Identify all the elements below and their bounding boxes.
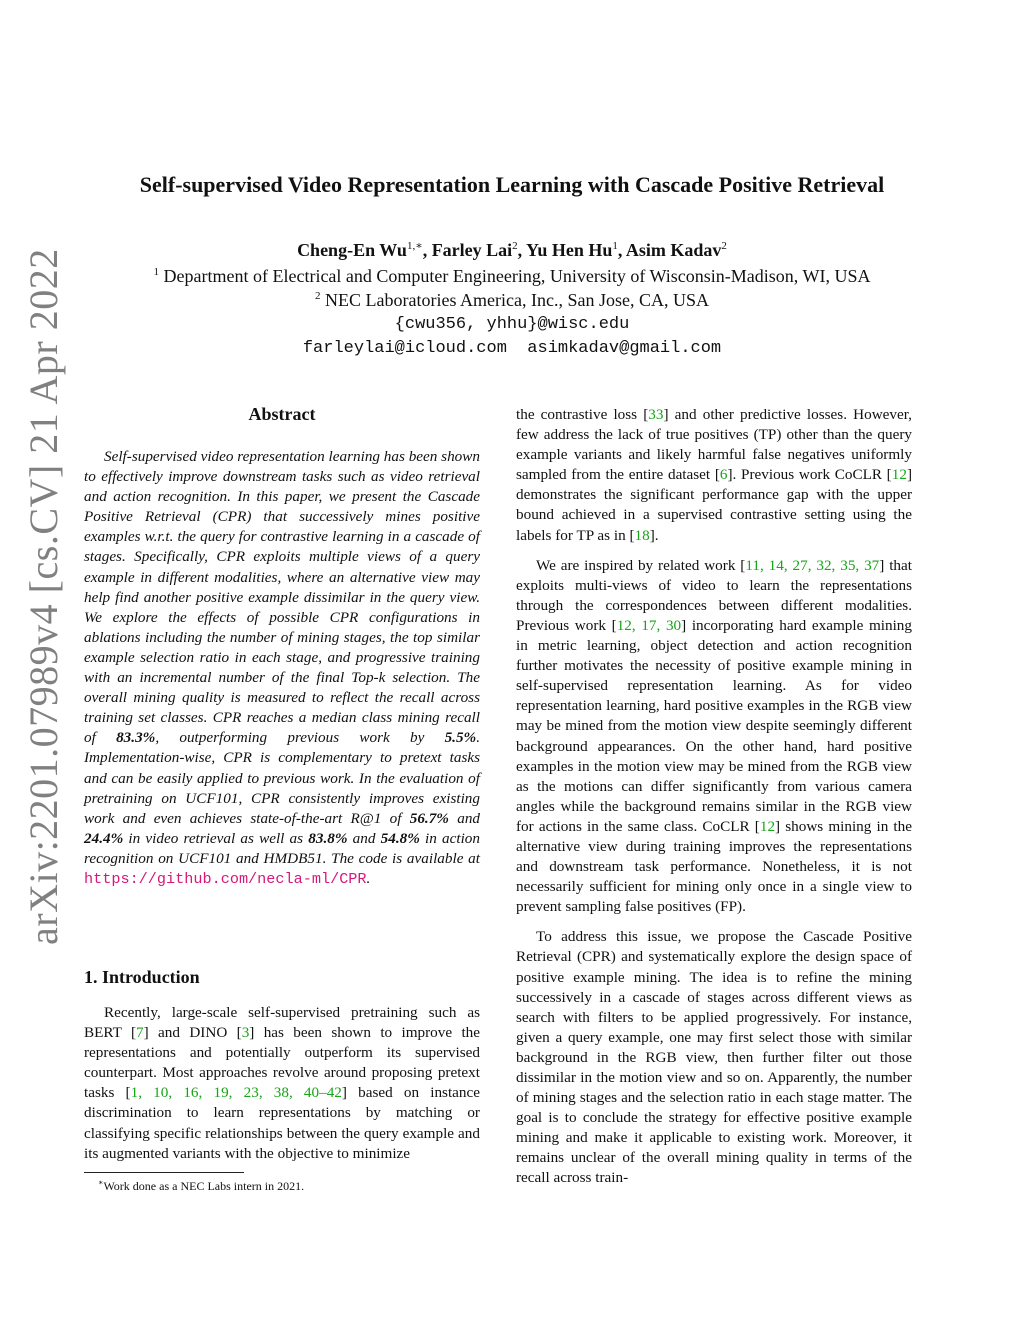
affiliation-sup: 1 <box>153 266 160 278</box>
author-sup: 2 <box>721 240 727 252</box>
affiliation-text: Department of Electrical and Computer Engineering, University of Wisconsin-Madison, WI, USA <box>163 266 871 286</box>
citation-link[interactable]: 12 <box>759 817 776 835</box>
citation-link[interactable]: 6 <box>719 466 728 484</box>
email-line-2: farleylai@icloud.com asimkadav@gmail.com <box>302 339 722 358</box>
citation-link[interactable]: 11, 14, 27, 32, 35, 37 <box>745 556 880 574</box>
citation-link[interactable]: 7 <box>136 1024 144 1042</box>
code-link[interactable]: https://github.com/necla-ml/CPR <box>84 869 367 888</box>
right-column-body: the contrastive loss [33] and other predictive losses. However, few address the lack of true positives (TP) other than the query example variants and likely harmful false negatives uniformly sampled from the entire dataset [6]. Previous work CoCLR [12] demonstrates the significant performance gap with the upper bound achieved in a supervised contrastive setting using the labels for TP as in [18]. We are inspired by related work [11, 14, 27, 32, 35, 37] that exploits multi-views of video to learn the representations through the correspondences between different modalities. Previous work [12, 17, 30] incorporating hard example mining in metric learning, object detection and action recognition further motivates the necessity of positive example mining in self-supervised representation learning. As for video representation learning, hard positive examples in the RGB view may be mined from the motion view despite seemingly different background appearances. On the other hand, hard positive examples in the motion view may be mined from the RGB view as the motions can differ significantly from various camera angles while the background remains similar in the RGB view for actions in the same class. CoCLR [12] shows mining in the alternative view during training improves the representations and downstream task performance. Nonetheless, it is not necessarily sufficient for mining only once in a single view to prevent sampling false positives (FP). To address this issue, we propose the Cascade Positive Retrieval (CPR) and systematically explore the design space of positive example mining. The idea is to refine the mining successively in a cascade of stages across different views as search with filters to be applied progressively. For instance, given a query example, one may first select those with similar background in the RGB view, then further filter out those dissimilar in the motion view and so on. Apparently, the number of mining stages and the selection ratio in each stage matter. The goal is to conclude the strategy for effective positive example mining and make it applicable to existing work. Moreover, it remains unclear of the overall mining quality in terms of the recall across train- <box>516 405 912 1189</box>
right-paragraph-3: To address this issue, we propose the Cascade Positive Retrieval (CPR) and systematically explore the design space of positive example mining. The idea is to refine the mining successively in a cascade of stages across different views as search with filters to be applied progressively. For instance, given a query example, one may first select those with similar background in the RGB view, then further filter out those dissimilar in the motion view and so on. Apparently, the number of mining stages and the selection ratio in each stage matter. The goal is to conclude the strategy for effective positive example mining and make it applicable to existing work. Moreover, it remains unclear of the overall mining quality in terms of the recall across train- <box>516 928 912 1187</box>
citation-link[interactable]: 3 <box>241 1024 250 1042</box>
author-name: Cheng-En Wu <box>297 240 407 260</box>
citation-link[interactable]: 1, 10, 16, 19, 23, 38, 40–42 <box>130 1084 342 1102</box>
footnote: ∗Work done as a NEC Labs intern in 2021. <box>98 1178 305 1193</box>
citation-link[interactable]: 12 <box>891 466 907 484</box>
author-sup: 1 <box>612 240 618 252</box>
intro-body: Recently, large-scale self-supervised pretraining such as BERT [7] and DINO [3] has been shown to improve the representations and potentially outperform its supervised counterpart. Most approaches revolve around proposing pretext tasks [1, 10, 16, 19, 23, 38, 40–42] based on instance discrimination to learn representations by matching or classifying specific relationships between the query example and its augmented variants with the objective to minimize <box>84 1004 480 1162</box>
author-sup: 2 <box>512 240 518 252</box>
citation-link[interactable]: 12, 17, 30 <box>616 616 682 634</box>
affiliation-2 <box>0 290 1024 311</box>
affiliation-sup: 2 <box>315 290 321 302</box>
affiliation-1 <box>0 266 1024 287</box>
affiliation-text: NEC Laboratories America, Inc., San Jose, CA, USA <box>325 290 709 310</box>
citation-link[interactable]: 18 <box>634 526 650 544</box>
abstract-heading: Abstract <box>248 404 316 424</box>
author-name: Yu Hen Hu <box>526 240 613 260</box>
email-line-1: {cwu356, yhhu}@wisc.edu <box>394 315 630 334</box>
footnote-rule <box>84 1172 244 1173</box>
author-name: Farley Lai <box>431 240 513 260</box>
author-sup: 1,∗ <box>406 240 423 252</box>
author-name: Asim Kadav <box>625 240 722 260</box>
author-line: Cheng-En $Wu^{1,∗}$, Farley Lai$^2$, Yu Hen Hu$^1$, Asim Kadav$^2$ <box>297 240 727 260</box>
paper-title: Self-supervised Video Representation Learning with Cascade Positive Retrieval <box>139 172 885 197</box>
intro-heading: 1. Introduction <box>84 967 200 987</box>
abstract-body: Self-supervised video representation learning has been shown to effectively improve downstream tasks such as video retrieval and action recognition. In this paper, we present the Cascade Positive Retrieval (CPR) that successively mines positive examples w.r.t. the query for contrastive learning in a cascade of stages. Specifically, CPR exploits multiple views of a query example in different modalities, where an alternative view may help find another positive example dissimilar in the query view. We explore the effects of possible CPR configurations in ablations including the number of mining stages, the top similar example selection ratio in each stage, and progressive training with an incremental number of the final Top-k selection. The overall mining quality is measured to reflect the recall across training set classes. CPR reaches a median class mining recall of 83.3%, outperforming previous work by 5.5%. Implementation-wise, CPR is complementary to pretext tasks and can be easily applied to previous work. In the evaluation of pretraining on UCF101, CPR consistently improves existing work and even achieves state-of-the-art R@1 of 56.7% and 24.4% in video retrieval as well as 83.8% and 54.8% in action recognition on UCF101 and HMDB51. The code is available at https://github.com/necla-ml/CPR. <box>84 448 480 888</box>
arxiv-stamp: arXiv:2201.07989v4 [cs.CV] 21 Apr 2022 <box>21 248 66 945</box>
citation-link[interactable]: 33 <box>648 406 664 423</box>
